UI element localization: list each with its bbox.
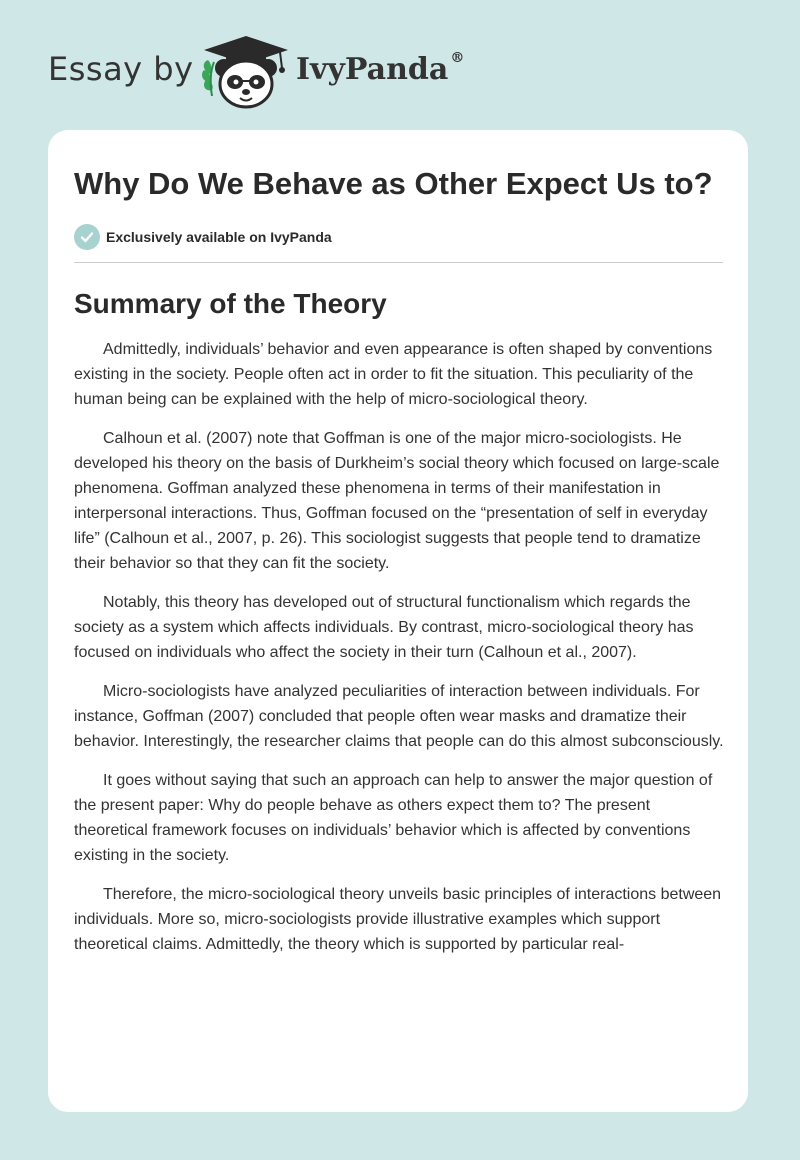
registered-mark: ® — [450, 50, 465, 66]
check-icon — [74, 224, 100, 250]
paragraph: Calhoun et al. (2007) note that Goffman is one of the major micro-sociologists. He developed his theory on the basis of Durkheim’s social theory which focused on large-scale phenomena. Goffman analyzed these phenomena in terms of their manifestation in interpersonal interactions. Thus, Goffman focused on the “presentation of self in everyday life” (Calhoun et al., 2007, p. 26). This sociologist suggests that people tend to dramatize their behavior so that they can fit the society. — [74, 430, 720, 572]
paragraph: Micro-sociologists have analyzed peculiarities of interaction between individuals. For instance, Goffman (2007) concluded that people often wear masks and dramatize their behavior. Interestingly, the researcher claims that people can do this almost subconsciously. — [74, 683, 724, 750]
paragraph: Notably, this theory has developed out of structural functionalism which regards the society as a system which affects individuals. By contrast, micro-sociological theory has focused on individuals who affect the society in their turn (Calhoun et al., 2007). — [74, 594, 694, 661]
paragraph: Therefore, the micro-sociological theory unveils basic principles of interactions between individuals. More so, micro-sociologists provide illustrative examples which support theoretical claims. Admittedly, the theory which is supported by particular real- — [74, 886, 722, 953]
exclusive-notice — [74, 224, 722, 250]
paragraph: It goes without saying that such an approach can help to answer the major question of the present paper: Why do people behave as others expect them to? The present theoretical framework focuses on individuals’ behavior which is affected by conventions existing in the society. — [74, 772, 713, 864]
essay-by-label: Essay by — [48, 50, 194, 88]
exclusive-label: Exclusively available on IvyPanda — [106, 229, 332, 245]
brand-name[interactable]: IvyPanda ® — [296, 50, 465, 87]
paragraph: Admittedly, individuals’ behavior and even appearance is often shaped by conventions existing in the society. People often act in order to fit the situation. This peculiarity of the human being can be explained with the help of micro-sociological theory. — [74, 341, 713, 408]
panda-graduate-icon[interactable] — [200, 34, 292, 110]
essay-card — [48, 130, 748, 1112]
site-header — [0, 0, 800, 130]
section-title: Summary of the Theory — [74, 288, 387, 319]
essay-title: Why Do We Behave as Other Expect Us to? — [74, 166, 713, 201]
essay-body — [74, 337, 726, 957]
divider — [74, 262, 723, 263]
